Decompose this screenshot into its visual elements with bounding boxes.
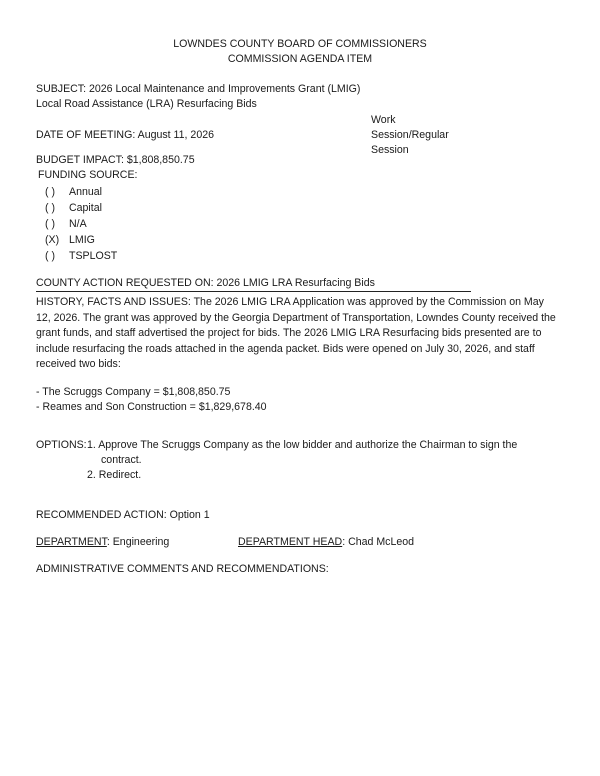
option-1-line-1: 1. Approve The Scruggs Company as the low bidder and authorize the Chairman to sign the (87, 439, 518, 451)
subject-line-1: SUBJECT: 2026 Local Maintenance and Improvements Grant (LMIG) (36, 83, 361, 95)
funding-option-label: N/A (69, 218, 87, 230)
action-underline (36, 291, 471, 292)
history-facts-issues: HISTORY, FACTS AND ISSUES: The 2026 LMIG LRA Application was approved by the Commission on May 12, 2026. The grant was approved by the Georgia Department of Transportation, Lowndes County received the grant funds, and staff advertised the project for bids. The 2026 LMIG LRA Resurfacing bids presented are to include resurfacing the roads attached in the agenda packet. Bids were opened on July 30, 2026, and staff received two bids: (36, 296, 556, 370)
department-head (238, 535, 414, 550)
meeting-type-line-1: Work (371, 114, 396, 126)
funding-option-label: LMIG (69, 234, 95, 246)
department-value: : Engineering (106, 536, 170, 548)
option-1-line-2: contract. (101, 454, 142, 466)
checkbox-mark: (X) (45, 234, 60, 246)
funding-option-label: Capital (69, 202, 102, 214)
recommended-action: RECOMMENDED ACTION: Option 1 (36, 509, 210, 521)
header-subtitle: COMMISSION AGENDA ITEM (227, 53, 373, 65)
department (36, 535, 169, 550)
funding-option-annual (45, 185, 102, 200)
checkbox-mark: ( ) (45, 202, 55, 214)
meeting-type-line-3: Session (371, 144, 409, 156)
department-head-value: : Chad McLeod (342, 536, 415, 548)
option-2: 2. Redirect. (87, 469, 142, 481)
options-label: OPTIONS: (36, 439, 87, 451)
bid-reames: - Reames and Son Construction = $1,829,678.40 (36, 401, 267, 413)
funding-option-na (45, 217, 87, 232)
meeting-type-line-2: Session/Regular (371, 129, 449, 141)
department-label: DEPARTMENT (36, 536, 107, 548)
checkbox-mark: ( ) (45, 250, 55, 262)
bid-scruggs: - The Scruggs Company = $1,808,850.75 (36, 386, 231, 398)
funding-option-label: Annual (69, 186, 102, 198)
department-head-label: DEPARTMENT HEAD (238, 536, 343, 548)
administrative-comments: ADMINISTRATIVE COMMENTS AND RECOMMENDATIONS: (36, 563, 329, 575)
county-action-requested: COUNTY ACTION REQUESTED ON: 2026 LMIG LRA Resurfacing Bids (36, 277, 375, 289)
subject-line-2: Local Road Assistance (LRA) Resurfacing Bids (36, 98, 257, 110)
funding-option-lmig (45, 233, 95, 248)
meeting-date: DATE OF MEETING: August 11, 2026 (36, 129, 215, 141)
checkbox-mark: ( ) (45, 186, 55, 198)
checkbox-mark: ( ) (45, 218, 55, 230)
budget-impact: BUDGET IMPACT: $1,808,850.75 (36, 154, 195, 166)
funding-option-tsplost (45, 249, 117, 264)
funding-source-title: FUNDING SOURCE: (38, 169, 138, 181)
funding-option-capital (45, 201, 102, 216)
funding-option-label: TSPLOST (69, 250, 118, 262)
header-title: LOWNDES COUNTY BOARD OF COMMISSIONERS (173, 38, 427, 50)
